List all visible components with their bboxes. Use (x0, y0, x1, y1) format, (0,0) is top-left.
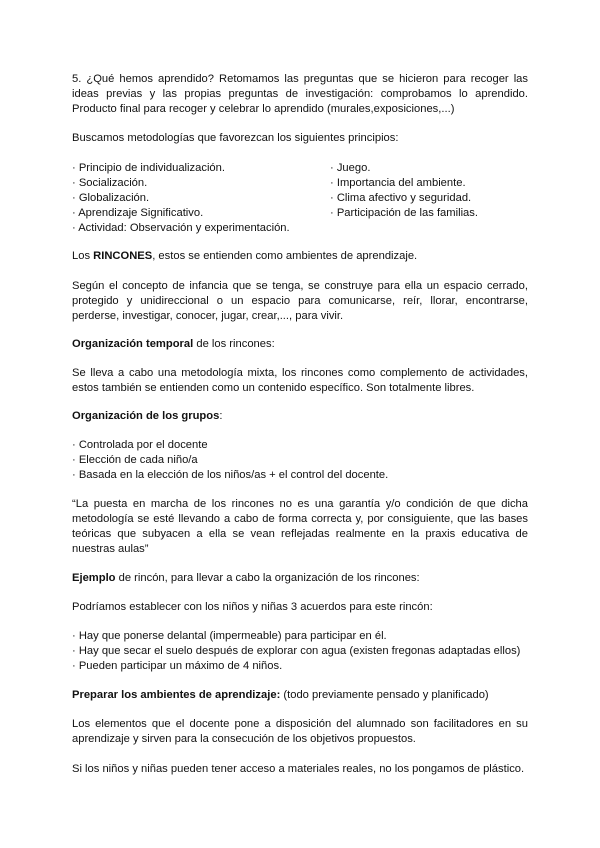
heading-bold: Organización temporal (72, 338, 194, 350)
principle-item: · Clima afectivo y seguridad. (330, 192, 472, 204)
acuerdos-list (72, 629, 528, 674)
quote-paragraph: “La puesta en marcha de los rincones no es una garantía y/o condición de que dicha metodología se esté llevando a cabo de forma correcta y, por consiguiente, que las bases teóricas que subyacen a ella se vean reflejadas realmente en la praxis educativa de nuestras aulas” (72, 498, 528, 555)
principle-item: · Principio de individualización. (72, 162, 225, 174)
text-span: : (219, 410, 223, 422)
heading-bold: Preparar los ambientes de aprendizaje: (72, 689, 281, 701)
paragraph-concepto-infancia: Según el concepto de infancia que se tenga, se construye para ella un espacio cerrado, protegido y unidireccional o un espacio para comunicarse, reír, llorar, encontrarse, perderse, investigar, conocer, jugar, crear,..., para vivir. (72, 280, 528, 322)
principle-item: · Actividad: Observación y experimentación. (72, 222, 290, 234)
paragraph-elementos-docente: Los elementos que el docente pone a disposición del alumnado son facilitadores en su aprendizaje y sirven para la consecución de los objetivos propuestos. (72, 718, 528, 745)
principle-item: · Importancia del ambiente. (330, 177, 466, 189)
paragraph-materiales-reales: Si los niños y niñas pueden tener acceso a materiales reales, no los pongamos de plástico. (72, 763, 525, 775)
principle-item: · Participación de las familias. (330, 207, 478, 219)
heading-organizacion-grupos (72, 409, 528, 424)
list-item: · Pueden participar un máximo de 4 niños. (72, 660, 283, 672)
paragraph-rincones (72, 249, 528, 264)
list-item: · Controlada por el docente (72, 439, 208, 451)
list-item: · Elección de cada niño/a (72, 454, 198, 466)
rincones-bold: RINCONES (93, 250, 153, 262)
paragraph-ejemplo (72, 571, 528, 586)
principle-item: · Socialización. (72, 177, 148, 189)
list-item: · Hay que secar el suelo después de explorar con agua (existen fregonas adaptadas ellos) (72, 645, 521, 657)
heading-preparar-ambientes (72, 688, 528, 703)
ejemplo-bold: Ejemplo (72, 572, 116, 584)
list-item: · Basada en la elección de los niños/as + el control del docente. (72, 469, 389, 481)
text-span: , estos se entienden como ambientes de aprendizaje. (152, 250, 418, 262)
grupos-list (72, 438, 528, 483)
paragraph-acuerdos-intro: Podríamos establecer con los niños y niñas 3 acuerdos para este rincón: (72, 601, 433, 613)
principles-right-column (330, 161, 530, 221)
text-span: de rincón, para llevar a cabo la organización de los rincones: (115, 572, 420, 584)
paragraph-metodologia-mixta: Se lleva a cabo una metodología mixta, los rincones como complemento de actividades, estos también se entienden como un contenido específico. Son totalmente libres. (72, 367, 528, 394)
heading-bold: Organización de los grupos (72, 410, 220, 422)
principle-item: · Aprendizaje Significativo. (72, 207, 204, 219)
text-span: de los rincones: (193, 338, 275, 350)
principles-left-column (72, 161, 322, 236)
principles-list (72, 161, 528, 236)
paragraph-que-hemos-aprendido: 5. ¿Qué hemos aprendido? Retomamos las preguntas que se hicieron para recoger las ideas previas y las propias preguntas de investigación: comprobamos lo aprendido. Producto final para recoger y celebrar lo aprendido (murales,exposiciones,...) (72, 73, 528, 115)
heading-organizacion-temporal (72, 337, 528, 352)
principle-item: · Globalización. (72, 192, 150, 204)
paragraph-metodologias-intro: Buscamos metodologías que favorezcan los siguientes principios: (72, 132, 399, 144)
list-item: · Hay que ponerse delantal (impermeable) para participar en él. (72, 630, 387, 642)
text-span: (todo previamente pensado y planificado) (280, 689, 489, 701)
principle-item: · Juego. (330, 162, 371, 174)
text-span: Los (72, 250, 94, 262)
